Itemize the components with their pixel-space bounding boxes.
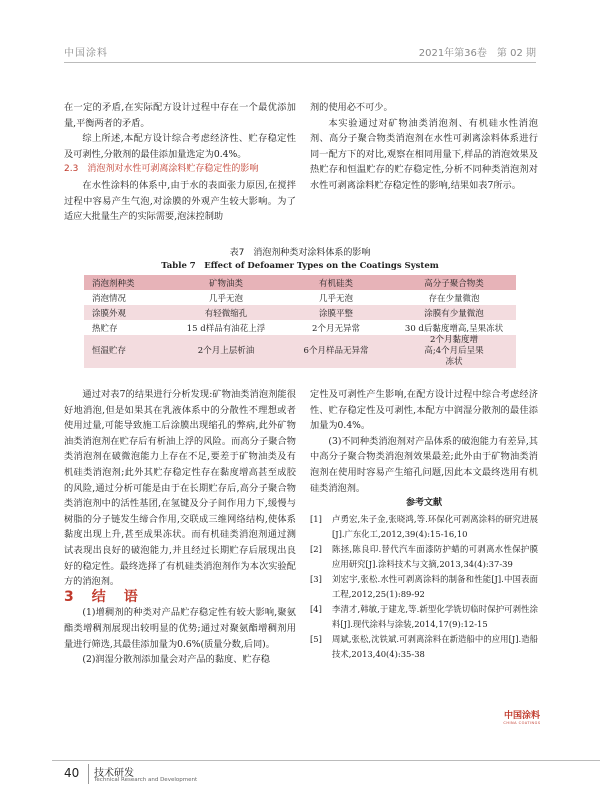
table-header-cell: 高分子聚合物类 bbox=[392, 275, 516, 290]
footer-separator bbox=[88, 764, 89, 784]
table-row bbox=[84, 305, 516, 320]
table-cell: 存在少量微泡 bbox=[428, 293, 480, 304]
page-number: 40 bbox=[64, 766, 80, 780]
paragraph: (1)增稠剂的种类对产品贮存稳定性有较大影响,聚氨酯类增稠剂展现出较明显的优势;通过对聚氨酯增稠剂用量进行筛选,其最佳添加量为0.6%(质量分数,后同)。 bbox=[64, 607, 296, 650]
table-cell: 15 d样品有油花上浮 bbox=[186, 323, 266, 334]
reference-number: [4] bbox=[310, 603, 322, 614]
paragraph: (2)润湿分散剂添加量会对产品的黏度、贮存稳 bbox=[82, 654, 270, 666]
reference-text: 卢勇宏,朱子金,张晓鸿,等.环保化可剥离涂料的研究进展[J].广东化工,2012,39(4):15-16,10 bbox=[332, 513, 538, 539]
table-row bbox=[84, 320, 516, 335]
top-left-column bbox=[64, 100, 296, 225]
logo-name: 中国涂料 bbox=[503, 711, 540, 721]
journal-logo bbox=[494, 708, 550, 725]
reference-item bbox=[310, 572, 538, 602]
table-row bbox=[84, 290, 516, 305]
table-cell: 涂膜平整 bbox=[280, 305, 392, 320]
table-cell: 热贮存 bbox=[92, 323, 118, 334]
table-caption-en: Table 7 Effect of Defoamer Types on the Coatings System bbox=[161, 261, 439, 271]
table-cell: 涂膜有少量微泡 bbox=[392, 305, 516, 320]
reference-number: [5] bbox=[310, 633, 322, 644]
table-cell: 6个月样品无异常 bbox=[280, 335, 392, 368]
reference-item bbox=[310, 512, 538, 542]
reference-number: [2] bbox=[310, 543, 322, 554]
reference-number: [1] bbox=[310, 513, 322, 524]
paragraph: 在水性涂料的体系中,由于水的表面张力原因,在搅拌过程中容易产生气泡,对涂膜的外观产生较大影响。为了适应大批量生产的实际需要,泡沫控制助 bbox=[64, 179, 296, 223]
paragraph: (3)不同种类消泡剂对产品体系的破泡能力有差异,其中高分子聚合物类消泡剂效果最差;此外由于矿物油类消泡剂在使用时容易产生缩孔问题,因此本文最终选用有机硅类消泡剂。 bbox=[310, 435, 538, 494]
paragraph: 本实验通过对矿物油类消泡剂、有机硅水性消泡剂、高分子聚合物类消泡剂在水性可剥离涂料体系进行同一配方下的对比,观察在相同用量下,样品的消泡效果及热贮存和恒温贮存的贮存稳定性,分析不同种类消泡剂对水性可剥离涂料贮存稳定性的影响,结果如表7所示。 bbox=[310, 117, 538, 191]
table-cell: 2个月黏度增高;4个月后呈果冻状 bbox=[392, 335, 516, 368]
table-cell: 几乎无泡 bbox=[208, 293, 243, 304]
table-cell: 30 d后黏度增高,呈果冻状 bbox=[404, 323, 504, 334]
reference-text: 李清才,韩敏,于建龙,等.新型化学铣切临时保护可剥性涂料[J].现代涂料与涂装,2014,17(9):12-15 bbox=[332, 603, 538, 629]
paragraph: 剂的使用必不可少。 bbox=[310, 102, 393, 113]
reference-text: 陈拯,陈良印.替代汽车面漆防护蜡的可剥离水性保护膜应用研究[J].涂料技术与文摘,2013,34(4):37-39 bbox=[332, 543, 538, 569]
table-cell: 涂膜外观 bbox=[84, 305, 172, 320]
table-cell: 2个月无异常 bbox=[312, 323, 360, 334]
section-name-en: Technical Research and Development bbox=[94, 777, 198, 783]
references-title: 参考文献 bbox=[405, 498, 442, 509]
table-cell: 恒温贮存 bbox=[84, 335, 172, 368]
footer-divider bbox=[52, 760, 600, 761]
section-heading: 2.3 消泡剂对水性可剥离涂料贮存稳定性的影响 bbox=[64, 164, 259, 175]
table-caption-cn: 表7 消泡剂种类对涂料体系的影响 bbox=[229, 248, 371, 258]
reference-item bbox=[310, 602, 538, 632]
reference-text: 周斌,张松,沈铁斌.可剥离涂料在新造船中的应用[J].造船技术,2013,40(4):35-38 bbox=[332, 633, 538, 659]
reference-number: [3] bbox=[310, 573, 322, 584]
section-heading: 3 结 语 bbox=[64, 588, 140, 605]
bottom-right-column bbox=[310, 387, 538, 662]
logo-subtitle: CHINA COATINGS bbox=[503, 721, 541, 725]
table-cell: 消泡情况 bbox=[92, 293, 127, 304]
top-right-column bbox=[310, 100, 538, 194]
paragraph: 通过对表7的结果进行分析发现:矿物油类消泡剂能很好地消泡,但是如果其在乳液体系中的分散性不理想或者使用过量,可能导致施工后涂膜出现缩孔的弊病,此外矿物油类消泡剂在贮存后有析油上浮的风险。而高分子聚合物类消泡剂在破微泡能力上存在不足,要差于矿物油类及有机硅类消泡剂;此外其贮存稳定性存在黏度增高甚至成胶的风险,通过分析可能是由于在长期贮存后,高分子聚合物类消泡剂中的活性基团,在氢键及分子间作用力下,缓慢与树脂的分子链发生缔合作用,交联成三维网络结构,使体系黏度出现上升,甚至成果冻状。而有机硅类消泡剂通过测试表现出良好的破泡能力,并且经过长期贮存后展现出良好的稳定性。最终选择了有机硅类消泡剂作为本次实验配方的消泡剂。 bbox=[64, 389, 296, 588]
section-name-cn: 技术研发 bbox=[94, 768, 134, 779]
table-header-row bbox=[84, 275, 516, 290]
paragraph: 综上所述,本配方设计综合考虑经济性、贮存稳定性及可剥性,分散剂的最佳添加量选定为0.4%。 bbox=[64, 133, 296, 160]
reference-text: 刘宏宇,张松.水性可剥离涂料的制备和性能[J].中国表面工程,2012,25(1):89-92 bbox=[332, 573, 538, 599]
defoamer-table bbox=[84, 275, 516, 368]
reference-item bbox=[310, 632, 538, 662]
table-cell: 2个月上层析油 bbox=[172, 335, 280, 368]
table-row bbox=[84, 335, 516, 368]
paragraph: 定性及可剥性产生影响,在配方设计过程中综合考虑经济性、贮存稳定性及可剥性,本配方中润湿分散剂的最佳添加量为0.4%。 bbox=[310, 389, 538, 432]
issue-info: 2021年第36卷 第 02 期 bbox=[418, 48, 536, 59]
table-header-cell: 有机硅类 bbox=[280, 275, 392, 290]
bottom-left-column bbox=[64, 387, 296, 668]
header-divider bbox=[64, 62, 536, 63]
table-cell: 有轻微缩孔 bbox=[172, 305, 280, 320]
journal-name: 中国涂料 bbox=[64, 48, 108, 59]
paragraph: 在一定的矛盾,在实际配方设计过程中存在一个最优添加量,平衡两者的矛盾。 bbox=[64, 102, 296, 129]
table-cell: 几乎无泡 bbox=[318, 293, 353, 304]
table-header-cell: 消泡剂种类 bbox=[84, 275, 172, 290]
reference-item bbox=[310, 542, 538, 572]
table-header-cell: 矿物油类 bbox=[172, 275, 280, 290]
